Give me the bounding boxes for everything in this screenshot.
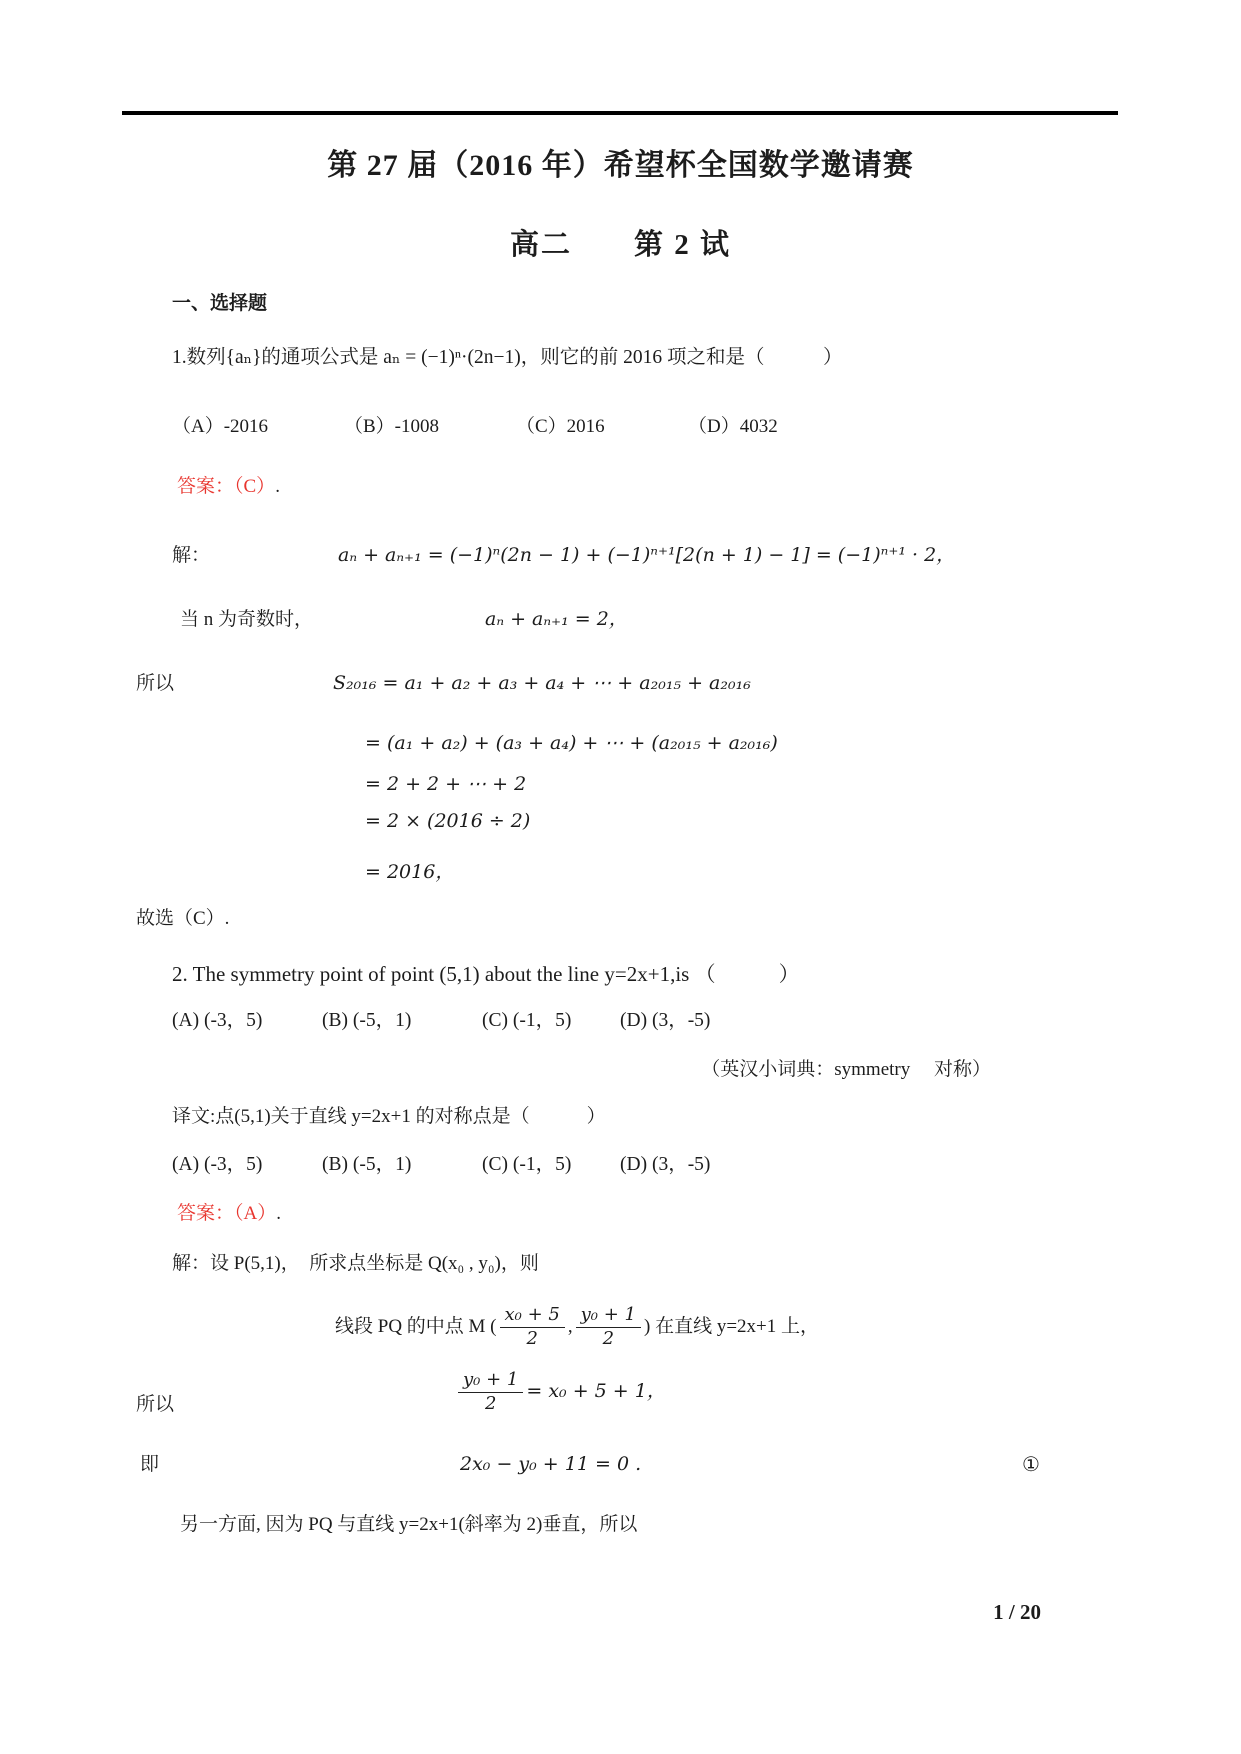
ie-label: 即 [140,1454,160,1475]
question-2-options [0,1008,1241,1034]
option-c: (C) (-1，5) [482,1154,572,1175]
so-label: 所以 [136,1394,175,1415]
q2-other-hand-line: 另一方面, 因为 PQ 与直线 y=2x+1(斜率为 2)垂直，所以 [180,1514,638,1535]
fraction-separator-comma: , [567,1316,573,1338]
when-odd-label: 当 n 为奇数时， [180,609,314,630]
fraction-y0-plus-1-over-2: $\frac{\text{y₀ + 1}}{2}$ [576,1305,641,1349]
answer-text: 答案：（C） [177,476,276,497]
formula-s2016-expansion: S₂₀₁₆ = a₁ + a₂ + a₃ + a₄ + ⋯ + a₂₀₁₅ + a₂₀₁₆ [333,672,751,694]
equation-1-number-icon: ① [1022,1454,1040,1476]
question-2-options-repeat [0,1152,1241,1178]
fraction-x0-plus-5-over-2: $\frac{\text{x₀ + 5}}{2}$ [500,1305,565,1349]
option-a: (A) (-3，5) [172,1010,263,1031]
option-c: （C）2016 [516,416,605,437]
formula-twos-sum: = 2 + 2 + ⋯ + 2 [365,773,527,795]
question-2-translation: 译文:点(5,1)关于直线 y=2x+1 的对称点是（ ） [172,1106,606,1127]
answer-period: . [275,476,280,497]
fraction-y0-plus-1-over-2: $\frac{\text{y₀ + 1}}{2}$ [458,1370,523,1414]
option-d: （D）4032 [688,416,778,437]
question-1-options [0,414,1241,440]
solve-label: 解： [172,545,211,566]
formula-an-sum: aₙ + aₙ₊₁ = (−1)ⁿ(2n − 1) + (−1)ⁿ⁺¹[2(n + 1) − 1] = (−1)ⁿ⁺¹ · 2， [338,544,956,566]
question-2-stem: 2. The symmetry point of point (5,1) about the line y=2x+1,is （ ） [172,962,800,986]
formula-grouped-pairs: = (a₁ + a₂) + (a₃ + a₄) + ⋯ + (a₂₀₁₅ + a₂₀₁₆) [365,732,778,754]
section-heading: 一、选择题 [172,293,268,314]
so-label: 所以 [136,673,175,694]
page-subtitle: 高二 第 2 试 [509,229,731,261]
formula-two-times-half: = 2 × (2016 ÷ 2) [365,810,531,832]
equation-rhs: = x₀ + 5 + 1， [526,1380,666,1403]
question-2-answer [0,1201,1241,1227]
answer-text: 答案：（A） [177,1203,277,1224]
dictionary-note: （英汉小词典：symmetry 对称） [701,1059,991,1080]
option-b: (B) (-5，1) [322,1010,412,1031]
formula-an-equals-2: aₙ + aₙ₊₁ = 2， [485,608,628,630]
option-a: (A) (-3，5) [172,1154,263,1175]
q2-solution-setup: 解：设 P(5,1)， 所求点坐标是 Q(x₀ , y₀)，则 [172,1253,539,1274]
header-rule [122,111,1118,115]
option-d: (D) (3，-5) [620,1010,711,1031]
option-c: (C) (-1，5) [482,1010,572,1031]
equation-1: 2x₀ − y₀ + 11 = 0 . [460,1453,642,1475]
option-b: （B）-1008 [344,416,440,437]
q1-conclusion: 故选（C）. [136,908,230,929]
equation-fraction-equals [455,1370,666,1414]
answer-period: . [276,1203,281,1224]
question-1-stem: 1.数列{aₙ}的通项公式是 aₙ = (−1)ⁿ·(2n−1)，则它的前 2016 项之和是（ ） [172,347,843,368]
option-b: (B) (-5，1) [322,1154,412,1175]
midpoint-prefix: 线段 PQ 的中点 M ( [335,1316,497,1338]
option-a: （A）-2016 [172,416,269,437]
q2-midpoint-line [0,1305,1241,1349]
question-1-answer [0,474,1241,500]
page-number: 1 / 20 [993,1600,1041,1624]
page-title: 第 27 届（2016 年）希望杯全国数学邀请赛 [327,149,914,182]
option-d: (D) (3，-5) [620,1154,711,1175]
formula-equals-2016: = 2016， [365,861,455,883]
midpoint-suffix: ) 在直线 y=2x+1 上， [644,1316,820,1338]
